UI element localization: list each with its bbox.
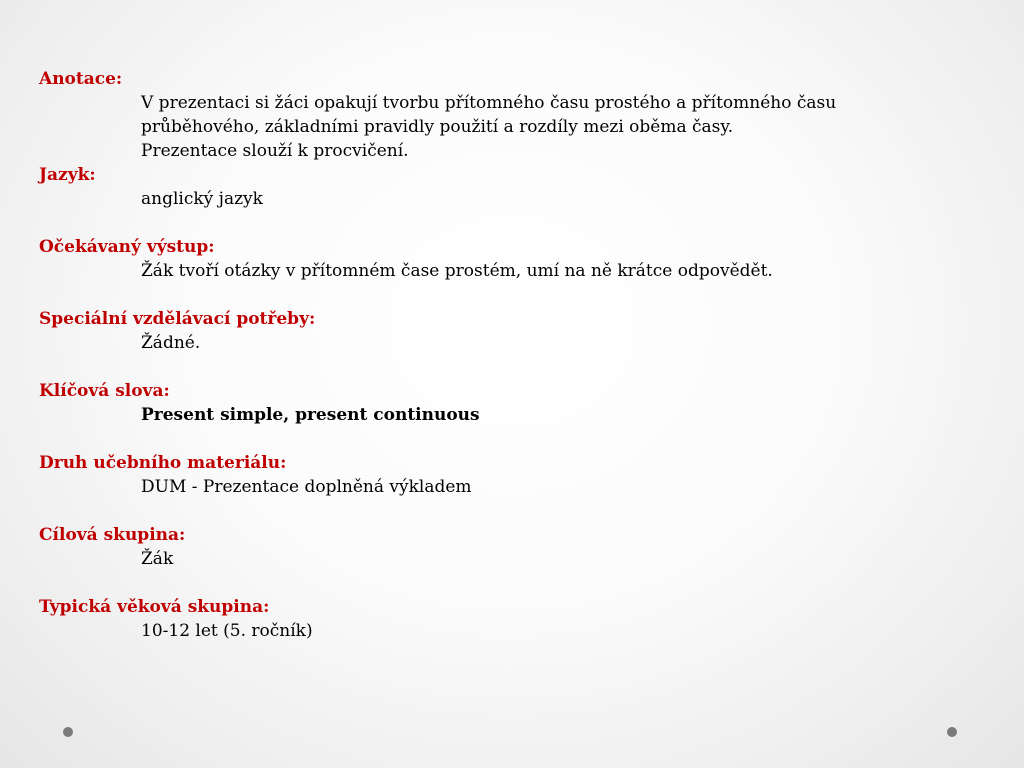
vekova-skupina-text: 10-12 let (5. ročník) — [141, 621, 313, 641]
cilova-skupina-label: Cílová skupina: — [39, 525, 186, 545]
spacer — [39, 211, 989, 235]
jazyk-text: anglický jazyk — [141, 189, 263, 209]
spacer — [39, 571, 989, 595]
anotace-label: Anotace: — [39, 69, 123, 89]
druh-materialu-value — [39, 475, 989, 499]
vekova-skupina-label: Typická věková skupina: — [39, 597, 270, 617]
druh-materialu-label: Druh učebního materiálu: — [39, 453, 287, 473]
metadata-block — [39, 67, 989, 643]
klicova-slova-value — [39, 403, 989, 427]
spacer — [39, 283, 989, 307]
jazyk-value — [39, 187, 989, 211]
ocekavany-vystup-text: Žák tvoří otázky v přítomném čase prostém, umí na ně krátce odpovědět. — [141, 261, 773, 281]
specialni-potreby-value — [39, 331, 989, 355]
klicova-slova-text: Present simple, present continuous — [141, 405, 480, 425]
spacer — [39, 499, 989, 523]
ocekavany-vystup-value — [39, 259, 989, 283]
anotace-line-3: Prezentace slouží k procvičení. — [141, 141, 409, 161]
vekova-skupina-value — [39, 619, 989, 643]
specialni-potreby-text: Žádné. — [141, 333, 201, 353]
anotace-line-2: průběhového, základními pravidly použití a rozdíly mezi oběma časy. — [141, 117, 734, 137]
decorative-dot-right — [947, 727, 957, 737]
cilova-skupina-text: Žák — [141, 549, 174, 569]
jazyk-label: Jazyk: — [39, 165, 96, 185]
ocekavany-vystup-label: Očekávaný výstup: — [39, 237, 215, 257]
cilova-skupina-value — [39, 547, 989, 571]
anotace-value — [39, 91, 989, 163]
klicova-slova-label: Klíčová slova: — [39, 381, 170, 401]
specialni-potreby-label: Speciální vzdělávací potřeby: — [39, 309, 316, 329]
spacer — [39, 355, 989, 379]
druh-materialu-text: DUM - Prezentace doplněná výkladem — [141, 477, 472, 497]
anotace-line-1: V prezentaci si žáci opakují tvorbu přítomného času prostého a přítomného času — [141, 93, 837, 113]
decorative-dot-left — [63, 727, 73, 737]
spacer — [39, 427, 989, 451]
